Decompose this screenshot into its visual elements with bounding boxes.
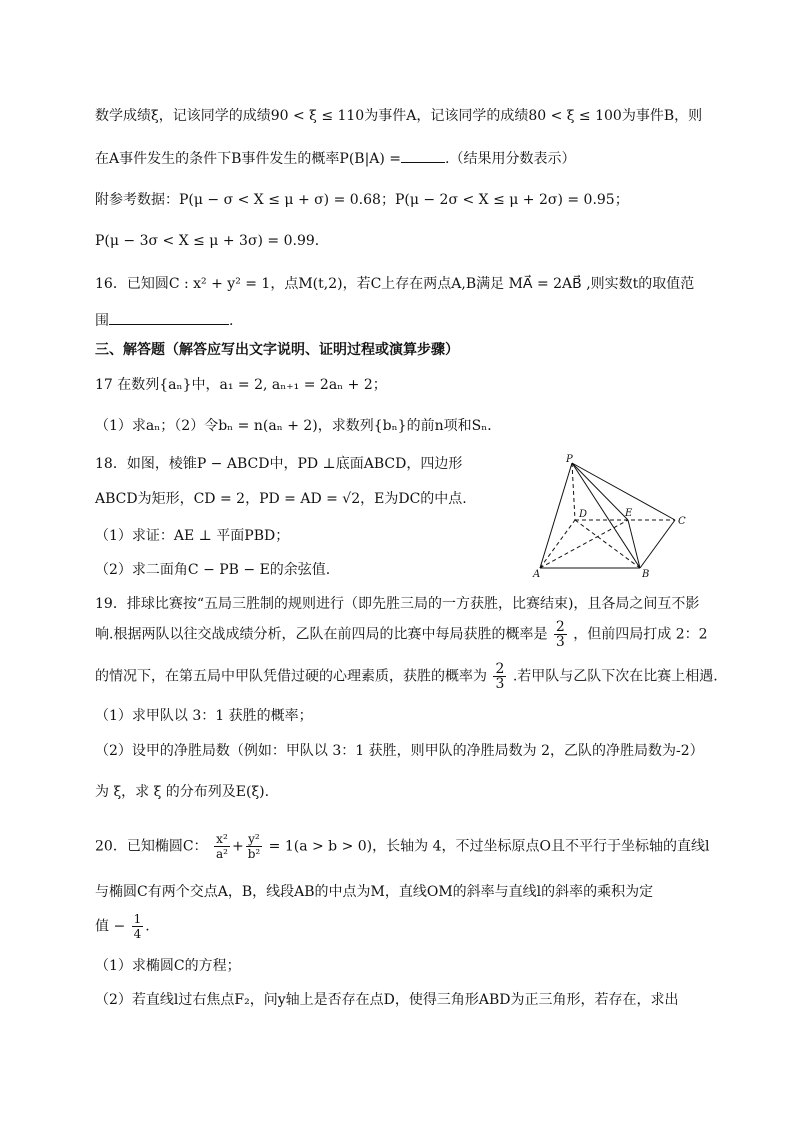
question-16-period: .: [229, 313, 234, 329]
fraction-denominator: 4: [133, 927, 142, 941]
question-18-part-2: （2）求二面角C − PB − E的余弦值.: [95, 562, 331, 578]
question-20-text: [95, 832, 709, 861]
question-16-answer-line: [95, 310, 233, 331]
label-D: D: [579, 509, 588, 520]
question-16-fanwei: 围: [95, 313, 109, 329]
question-19-part-2b: 为 ξ，求 ξ 的分布列及E(ξ).: [95, 784, 270, 800]
question-15-blank-prefix: 在A事件发生的条件下B事件发生的概率P(B|A) =: [95, 151, 402, 167]
question-20-constant-prefix: 值 −: [95, 918, 126, 935]
edge-AE: [540, 520, 628, 568]
question-20-part-2: （2）若直线l过右焦点F₂，问y轴上是否存在点D，使得三角形ABD为正三角形，若存在，求出: [95, 992, 679, 1008]
question-17-parts: （1）求aₙ；（2）令bₙ = n(aₙ + 2)，求数列{bₙ}的前n项和Sₙ．: [95, 418, 502, 434]
label-E: E: [625, 508, 633, 519]
text-line-2: [95, 148, 576, 169]
question-20-text-2: 与椭圆C有两个交点A，B，线段AB的中点为M，直线OM的斜率与直线l的斜率的乘积为定: [95, 884, 654, 900]
fraction-numerator: 2: [495, 661, 505, 677]
pyramid-diagram: [530, 452, 710, 586]
question-19-text: 19．排球比赛按“五局三胜制的规则进行（即先胜三局的一方获胜，比赛结束)，且各局之间互不影: [95, 596, 700, 612]
question-19-part-1: （1）求甲队以 3：1 获胜的概率；: [95, 708, 313, 724]
question-19-prob-prefix: 响.根据两队以往交战成绩分析，乙队在前四局的比赛中每局获胜的概率是: [95, 626, 548, 643]
fraction-numerator: 1: [133, 912, 142, 926]
question-19-text-2: [95, 620, 708, 649]
question-19-prob-suffix: ，但前四局打成 2：2: [573, 626, 708, 643]
fraction-numerator: y²: [248, 832, 260, 846]
fraction-y2-b2: [246, 832, 263, 861]
label-C: C: [678, 516, 686, 527]
question-20-part-1: （1）求椭圆C的方程；: [95, 958, 241, 974]
question-19-part-2: （2）设甲的净胜局数（例如：甲队以 3：1 获胜，则甲队的净胜局数为 2，乙队的净胜局数为-2）: [95, 743, 704, 759]
edge-PD: [572, 463, 575, 520]
text-line-1: 数学成绩ξ，记该同学的成绩90 < ξ ≤ 110为事件A，记该同学的成绩80 < ξ ≤ 100为事件B，则: [95, 108, 703, 124]
fraction-numerator: 2: [555, 619, 565, 635]
question-20-suffix: = 1(a > b > 0)，长轴为 4，不过坐标原点O且不平行于坐标轴的直线l: [268, 838, 710, 855]
edge-BC: [640, 520, 675, 568]
fraction-numerator: x²: [216, 832, 228, 846]
label-B: B: [642, 569, 650, 580]
fraction-one-quarter: [132, 912, 144, 941]
fraction-two-thirds-2: [493, 662, 506, 691]
label-P: P: [566, 454, 573, 465]
fraction-two-thirds: [554, 620, 567, 649]
question-18-text: 18．如图，棱锥P − ABCD中，PD ⊥底面ABCD，四边形: [95, 456, 463, 472]
fraction-denominator: a²: [215, 847, 228, 861]
question-20-constant-suffix: .: [145, 918, 150, 935]
question-20-prefix: 20．已知椭圆C：: [95, 838, 208, 855]
edge-PA: [540, 463, 572, 568]
plus-sign: +: [231, 838, 244, 855]
edge-EB: [628, 520, 640, 568]
fraction-denominator: 3: [495, 676, 505, 692]
question-16-text: 16．已知圆C : x² + y² = 1，点M(t,2)，若C上存在两点A,B满足 MA⃗ = 2AB⃗ ,则实数t的取值范: [95, 276, 695, 292]
question-17-text: 17 在数列{aₙ}中，a₁ = 2, aₙ₊₁ = 2aₙ + 2；: [95, 377, 387, 393]
reference-data-line: 附参考数据：P(μ − σ < X ≤ μ + σ) = 0.68；P(μ − 2σ < X ≤ μ + 2σ) = 0.95；: [95, 192, 629, 208]
edge-PC: [572, 463, 675, 520]
question-19-fifth-set-suffix: .若甲队与乙队下次在比赛上相遇.: [512, 668, 718, 685]
section-heading: 三、解答题（解答应写出文字说明、证明过程或演算步骤）: [95, 342, 459, 358]
question-18-text-2: ABCD为矩形，CD = 2，PD = AD = √2，E为DC的中点.: [95, 491, 467, 507]
fraction-denominator: 3: [555, 634, 565, 650]
question-19-fifth-set-prefix: 的情况下，在第五局中甲队凭借过硬的心理素质，获胜的概率为: [95, 668, 487, 685]
edge-AD: [540, 520, 575, 568]
answer-blank: [109, 310, 229, 325]
question-20-text-3: [95, 912, 150, 941]
answer-blank: [401, 148, 445, 163]
question-15-blank-suffix: .（结果用分数表示）: [445, 151, 576, 167]
reference-data-line-2: P(μ − 3σ < X ≤ μ + 3σ) = 0.99．: [95, 233, 329, 249]
label-A: A: [533, 569, 541, 580]
fraction-x2-a2: [214, 832, 230, 861]
question-18-part-1: （1）求证：AE ⊥ 平面PBD；: [95, 528, 290, 544]
fraction-denominator: b²: [247, 847, 261, 861]
question-19-text-3: [95, 662, 718, 691]
